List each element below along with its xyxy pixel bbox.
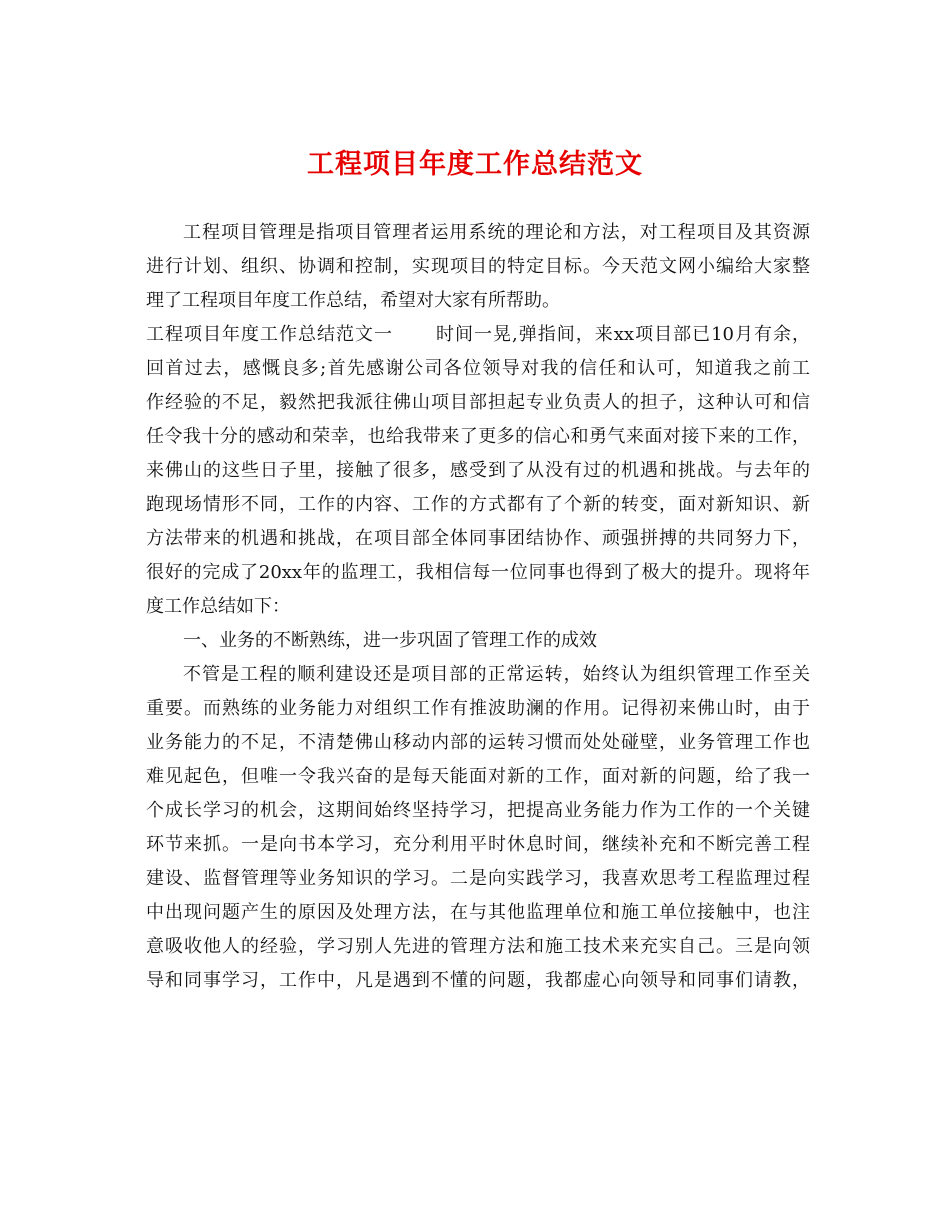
paragraph-line: 环节来抓。一是向书本学习，充分利用平时休息时间，继续补充和不断完善工程 <box>146 834 810 855</box>
paragraph-line: 建设、监督管理等业务知识的学习。二是向实践学习，我喜欢思考工程监理过程 <box>146 868 810 889</box>
paragraph-line: 业务能力的不足，不清楚佛山移动内部的运转习惯而处处碰壁，业务管理工作也 <box>146 732 810 753</box>
paragraph-line: 来佛山的这些日子里，接触了很多，感受到了从没有过的机遇和挑战。与去年的 <box>146 460 810 481</box>
paragraph-line <box>146 318 810 352</box>
paragraph-line: 中出现问题产生的原因及处理方法，在与其他监理单位和施工单位接触中，也注 <box>146 902 810 923</box>
section-heading: 工程项目年度工作总结范文一 <box>146 324 394 345</box>
paragraph-line: 任令我十分的感动和荣幸，也给我带来了更多的信心和勇气来面对接下来的工作， <box>146 426 810 447</box>
paragraph-line: 难见起色，但唯一令我兴奋的是每天能面对新的工作，面对新的问题，给了我一 <box>146 766 810 787</box>
paragraph-line: 个成长学习的机会，这期间始终坚持学习，把提高业务能力作为工作的一个关键 <box>146 800 810 821</box>
paragraph-line: 跑现场情形不同，工作的内容、工作的方式都有了个新的转变，面对新知识、新 <box>146 494 810 515</box>
paragraph-line: 意吸收他人的经验，学习别人先进的管理方法和施工技术来充实自己。三是向领 <box>146 936 810 957</box>
document-title: 工程项目年度工作总结范文 <box>307 149 643 180</box>
paragraph-line: 方法带来的机遇和挑战，在项目部全体同事团结协作、顽强拼搏的共同努力下， <box>146 528 810 549</box>
paragraph-line: 导和同事学习，工作中，凡是遇到不懂的问题，我都虚心向领导和同事们请教， <box>146 970 810 991</box>
paragraph-line: 理了工程项目年度工作总结，希望对大家有所帮助。 <box>146 290 560 311</box>
section-heading: 一、业务的不断熟练，进一步巩固了管理工作的成效 <box>183 630 597 651</box>
paragraph-text: 时间一晃,弹指间，来xx项目部已10月有余， <box>435 324 810 345</box>
paragraph-line: 度工作总结如下： <box>146 596 290 617</box>
paragraph-line: 工程项目管理是指项目管理者运用系统的理论和方法，对工程项目及其资源 <box>183 222 810 243</box>
paragraph-line: 作经验的不足，毅然把我派往佛山项目部担起专业负责人的担子，这种认可和信 <box>146 392 810 413</box>
paragraph-line: 很好的完成了20xx年的监理工，我相信每一位同事也得到了极大的提升。现将年 <box>146 562 810 583</box>
paragraph-line: 进行计划、组织、协调和控制，实现项目的特定目标。今天范文网小编给大家整 <box>146 256 810 277</box>
paragraph-line: 回首过去，感慨良多;首先感谢公司各位领导对我的信任和认可，知道我之前工 <box>146 358 810 379</box>
paragraph-line: 不管是工程的顺利建设还是项目部的正常运转，始终认为组织管理工作至关 <box>183 664 810 685</box>
paragraph-line: 重要。而熟练的业务能力对组织工作有推波助澜的作用。记得初来佛山时，由于 <box>146 698 810 719</box>
